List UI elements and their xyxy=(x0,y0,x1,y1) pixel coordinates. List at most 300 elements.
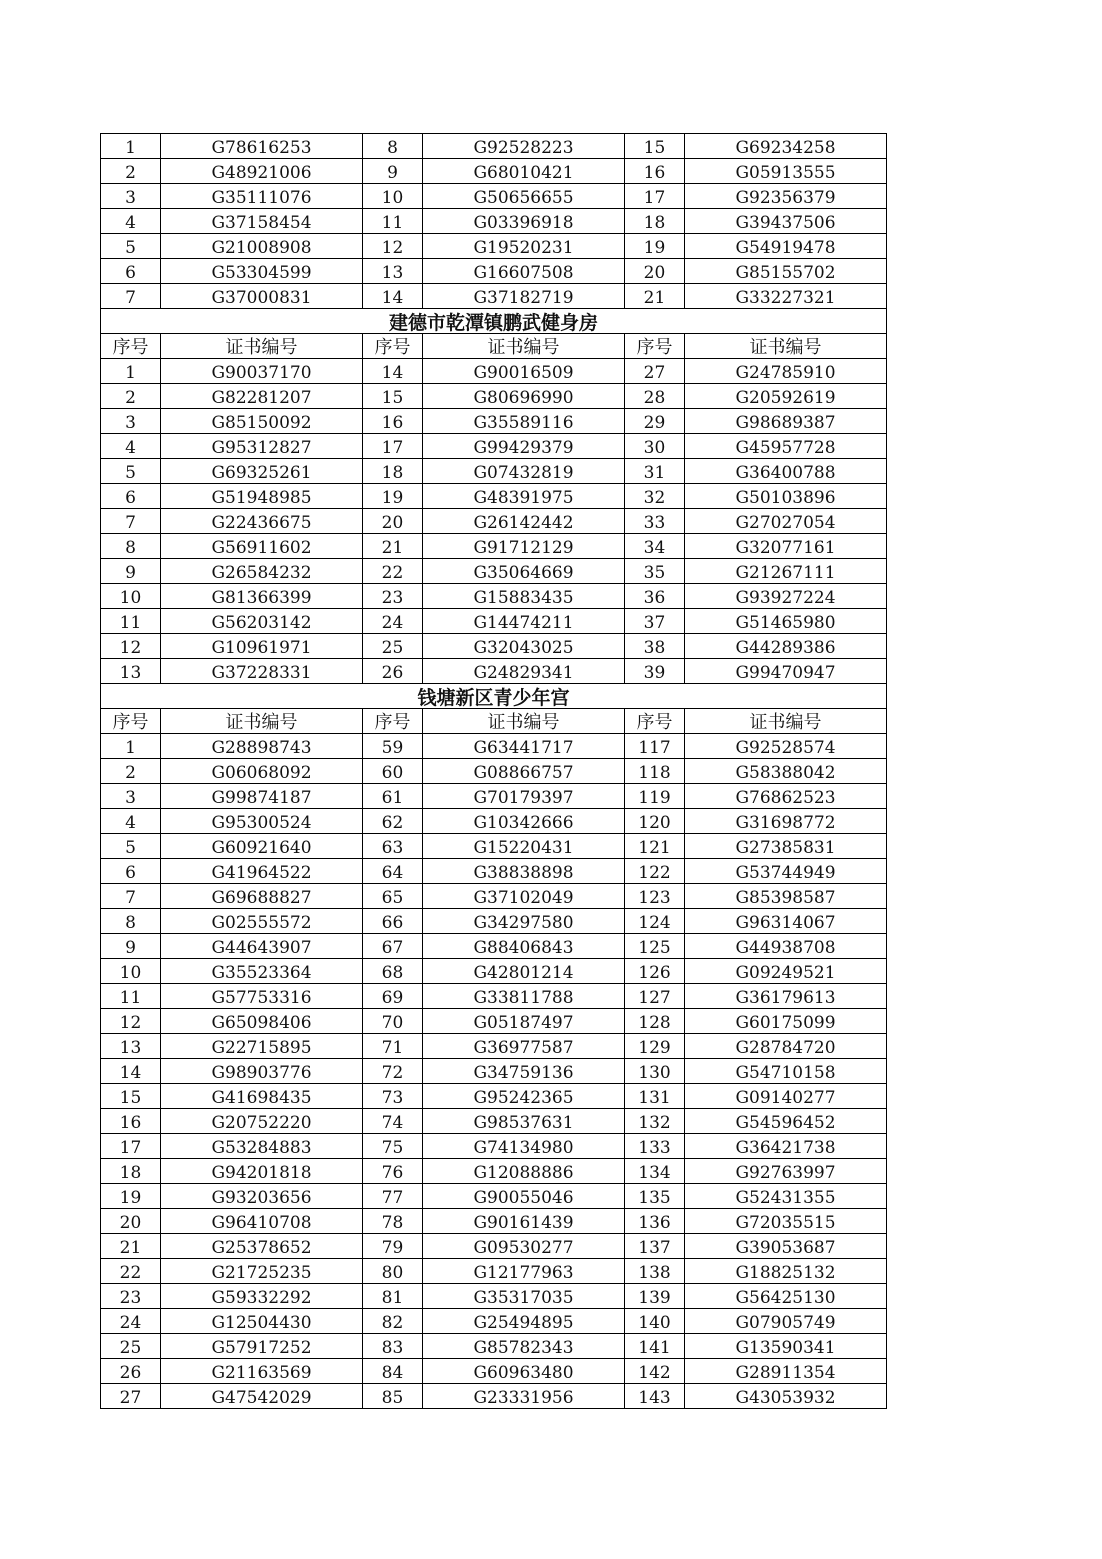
table-row xyxy=(101,584,887,609)
cert-number-cell: G41698435 xyxy=(161,1084,363,1109)
seq-cell: 59 xyxy=(363,734,423,759)
table-row xyxy=(101,1334,887,1359)
cert-number-cell: G85150092 xyxy=(161,409,363,434)
certificate-table-body xyxy=(101,134,887,1409)
table-row xyxy=(101,834,887,859)
seq-cell: 137 xyxy=(625,1234,685,1259)
seq-cell: 76 xyxy=(363,1159,423,1184)
seq-cell: 35 xyxy=(625,559,685,584)
cert-number-cell: G09140277 xyxy=(685,1084,887,1109)
table-row xyxy=(101,184,887,209)
seq-cell: 9 xyxy=(363,159,423,184)
seq-cell: 6 xyxy=(101,259,161,284)
cert-number-cell: G37182719 xyxy=(423,284,625,309)
certificate-table xyxy=(100,133,887,1409)
cert-number-cell: G88406843 xyxy=(423,934,625,959)
seq-cell: 38 xyxy=(625,634,685,659)
seq-cell: 7 xyxy=(101,509,161,534)
cert-number-cell: G38838898 xyxy=(423,859,625,884)
table-row xyxy=(101,759,887,784)
seq-cell: 14 xyxy=(363,284,423,309)
table-row xyxy=(101,784,887,809)
cert-number-cell: G14474211 xyxy=(423,609,625,634)
table-row xyxy=(101,1059,887,1084)
seq-cell: 61 xyxy=(363,784,423,809)
cert-number-header: 证书编号 xyxy=(685,709,887,734)
seq-cell: 63 xyxy=(363,834,423,859)
cert-number-cell: G33227321 xyxy=(685,284,887,309)
table-row xyxy=(101,384,887,409)
seq-header: 序号 xyxy=(625,709,685,734)
seq-cell: 74 xyxy=(363,1109,423,1134)
seq-cell: 29 xyxy=(625,409,685,434)
cert-number-header: 证书编号 xyxy=(423,334,625,359)
cert-number-cell: G80696990 xyxy=(423,384,625,409)
cert-number-cell: G18825132 xyxy=(685,1259,887,1284)
table-row xyxy=(101,934,887,959)
cert-number-cell: G45957728 xyxy=(685,434,887,459)
seq-cell: 77 xyxy=(363,1184,423,1209)
seq-cell: 78 xyxy=(363,1209,423,1234)
cert-number-cell: G42801214 xyxy=(423,959,625,984)
seq-cell: 135 xyxy=(625,1184,685,1209)
seq-cell: 83 xyxy=(363,1334,423,1359)
cert-number-cell: G23331956 xyxy=(423,1384,625,1409)
seq-cell: 117 xyxy=(625,734,685,759)
seq-cell: 32 xyxy=(625,484,685,509)
seq-cell: 5 xyxy=(101,234,161,259)
cert-number-cell: G10961971 xyxy=(161,634,363,659)
seq-cell: 21 xyxy=(363,534,423,559)
table-row xyxy=(101,159,887,184)
seq-cell: 1 xyxy=(101,359,161,384)
table-row xyxy=(101,1359,887,1384)
cert-number-cell: G39437506 xyxy=(685,209,887,234)
cert-number-cell: G35111076 xyxy=(161,184,363,209)
cert-number-cell: G90016509 xyxy=(423,359,625,384)
seq-cell: 22 xyxy=(101,1259,161,1284)
cert-number-cell: G60921640 xyxy=(161,834,363,859)
cert-number-cell: G26584232 xyxy=(161,559,363,584)
cert-number-cell: G19520231 xyxy=(423,234,625,259)
seq-header: 序号 xyxy=(625,334,685,359)
seq-cell: 21 xyxy=(625,284,685,309)
cert-number-cell: G35317035 xyxy=(423,1284,625,1309)
cert-number-cell: G92356379 xyxy=(685,184,887,209)
cert-number-cell: G57753316 xyxy=(161,984,363,1009)
seq-cell: 143 xyxy=(625,1384,685,1409)
table-row xyxy=(101,559,887,584)
table-row xyxy=(101,734,887,759)
cert-number-cell: G53304599 xyxy=(161,259,363,284)
cert-number-cell: G95300524 xyxy=(161,809,363,834)
seq-cell: 124 xyxy=(625,909,685,934)
seq-cell: 30 xyxy=(625,434,685,459)
seq-cell: 8 xyxy=(363,134,423,159)
seq-cell: 136 xyxy=(625,1209,685,1234)
table-row xyxy=(101,1134,887,1159)
seq-cell: 37 xyxy=(625,609,685,634)
cert-number-cell: G22715895 xyxy=(161,1034,363,1059)
cert-number-cell: G33811788 xyxy=(423,984,625,1009)
seq-cell: 8 xyxy=(101,909,161,934)
cert-number-cell: G90055046 xyxy=(423,1184,625,1209)
cert-number-cell: G92763997 xyxy=(685,1159,887,1184)
seq-cell: 122 xyxy=(625,859,685,884)
seq-cell: 12 xyxy=(101,1009,161,1034)
cert-number-cell: G70179397 xyxy=(423,784,625,809)
seq-cell: 17 xyxy=(363,434,423,459)
cert-number-cell: G20592619 xyxy=(685,384,887,409)
table-row xyxy=(101,1109,887,1134)
seq-cell: 34 xyxy=(625,534,685,559)
seq-cell: 131 xyxy=(625,1084,685,1109)
cert-number-cell: G85398587 xyxy=(685,884,887,909)
seq-cell: 14 xyxy=(363,359,423,384)
seq-cell: 75 xyxy=(363,1134,423,1159)
seq-cell: 16 xyxy=(101,1109,161,1134)
cert-number-cell: G65098406 xyxy=(161,1009,363,1034)
seq-cell: 71 xyxy=(363,1034,423,1059)
table-row xyxy=(101,509,887,534)
seq-cell: 8 xyxy=(101,534,161,559)
table-row xyxy=(101,209,887,234)
cert-number-cell: G27385831 xyxy=(685,834,887,859)
table-row xyxy=(101,1234,887,1259)
seq-cell: 16 xyxy=(625,159,685,184)
seq-header: 序号 xyxy=(363,334,423,359)
cert-number-cell: G54596452 xyxy=(685,1109,887,1134)
cert-number-cell: G25378652 xyxy=(161,1234,363,1259)
seq-cell: 140 xyxy=(625,1309,685,1334)
cert-number-cell: G51948985 xyxy=(161,484,363,509)
seq-cell: 33 xyxy=(625,509,685,534)
seq-cell: 81 xyxy=(363,1284,423,1309)
section-title: 建德市乾潭镇鹏武健身房 xyxy=(101,309,887,334)
seq-cell: 130 xyxy=(625,1059,685,1084)
seq-cell: 62 xyxy=(363,809,423,834)
seq-cell: 3 xyxy=(101,784,161,809)
seq-cell: 24 xyxy=(363,609,423,634)
cert-number-cell: G36400788 xyxy=(685,459,887,484)
cert-number-cell: G21163569 xyxy=(161,1359,363,1384)
seq-cell: 65 xyxy=(363,884,423,909)
seq-cell: 11 xyxy=(101,984,161,1009)
cert-number-cell: G50656655 xyxy=(423,184,625,209)
cert-number-cell: G60175099 xyxy=(685,1009,887,1034)
cert-number-cell: G32043025 xyxy=(423,634,625,659)
cert-number-cell: G96410708 xyxy=(161,1209,363,1234)
seq-cell: 23 xyxy=(363,584,423,609)
table-row xyxy=(101,1209,887,1234)
cert-number-cell: G09530277 xyxy=(423,1234,625,1259)
seq-cell: 10 xyxy=(363,184,423,209)
seq-cell: 118 xyxy=(625,759,685,784)
seq-cell: 126 xyxy=(625,959,685,984)
seq-cell: 21 xyxy=(101,1234,161,1259)
cert-number-cell: G10342666 xyxy=(423,809,625,834)
cert-number-cell: G02555572 xyxy=(161,909,363,934)
seq-cell: 84 xyxy=(363,1359,423,1384)
cert-number-cell: G56425130 xyxy=(685,1284,887,1309)
cert-number-cell: G39053687 xyxy=(685,1234,887,1259)
seq-cell: 10 xyxy=(101,959,161,984)
seq-cell: 18 xyxy=(363,459,423,484)
seq-cell: 142 xyxy=(625,1359,685,1384)
seq-cell: 16 xyxy=(363,409,423,434)
table-row xyxy=(101,959,887,984)
cert-number-cell: G94201818 xyxy=(161,1159,363,1184)
seq-cell: 12 xyxy=(363,234,423,259)
table-row xyxy=(101,984,887,1009)
seq-cell: 22 xyxy=(363,559,423,584)
table-row xyxy=(101,1284,887,1309)
table-row xyxy=(101,634,887,659)
cert-number-cell: G68010421 xyxy=(423,159,625,184)
cert-number-cell: G92528223 xyxy=(423,134,625,159)
cert-number-cell: G48921006 xyxy=(161,159,363,184)
seq-cell: 19 xyxy=(101,1184,161,1209)
cert-number-cell: G99429379 xyxy=(423,434,625,459)
table-row xyxy=(101,359,887,384)
table-row xyxy=(101,1309,887,1334)
cert-number-cell: G21267111 xyxy=(685,559,887,584)
cert-number-cell: G07905749 xyxy=(685,1309,887,1334)
table-row xyxy=(101,134,887,159)
seq-cell: 138 xyxy=(625,1259,685,1284)
cert-number-cell: G35523364 xyxy=(161,959,363,984)
seq-cell: 25 xyxy=(363,634,423,659)
seq-cell: 1 xyxy=(101,734,161,759)
seq-cell: 73 xyxy=(363,1084,423,1109)
cert-number-cell: G27027054 xyxy=(685,509,887,534)
cert-number-cell: G12504430 xyxy=(161,1309,363,1334)
table-row xyxy=(101,659,887,684)
seq-cell: 2 xyxy=(101,384,161,409)
table-row xyxy=(101,484,887,509)
cert-number-cell: G08866757 xyxy=(423,759,625,784)
seq-cell: 6 xyxy=(101,484,161,509)
table-row xyxy=(101,884,887,909)
seq-cell: 4 xyxy=(101,209,161,234)
seq-header: 序号 xyxy=(101,334,161,359)
cert-number-cell: G36179613 xyxy=(685,984,887,1009)
cert-number-cell: G63441717 xyxy=(423,734,625,759)
cert-number-header: 证书编号 xyxy=(685,334,887,359)
seq-cell: 19 xyxy=(363,484,423,509)
seq-cell: 9 xyxy=(101,934,161,959)
cert-number-cell: G78616253 xyxy=(161,134,363,159)
cert-number-cell: G44938708 xyxy=(685,934,887,959)
cert-number-cell: G24785910 xyxy=(685,359,887,384)
cert-number-cell: G90161439 xyxy=(423,1209,625,1234)
cert-number-cell: G32077161 xyxy=(685,534,887,559)
seq-cell: 15 xyxy=(101,1084,161,1109)
cert-number-cell: G37000831 xyxy=(161,284,363,309)
cert-number-cell: G09249521 xyxy=(685,959,887,984)
cert-number-cell: G81366399 xyxy=(161,584,363,609)
section-title-row xyxy=(101,309,887,334)
cert-number-cell: G35064669 xyxy=(423,559,625,584)
seq-cell: 119 xyxy=(625,784,685,809)
cert-number-cell: G95242365 xyxy=(423,1084,625,1109)
seq-cell: 10 xyxy=(101,584,161,609)
seq-cell: 125 xyxy=(625,934,685,959)
cert-number-cell: G16607508 xyxy=(423,259,625,284)
cert-number-cell: G25494895 xyxy=(423,1309,625,1334)
seq-cell: 13 xyxy=(101,659,161,684)
table-row xyxy=(101,1384,887,1409)
seq-cell: 82 xyxy=(363,1309,423,1334)
cert-number-cell: G95312827 xyxy=(161,434,363,459)
seq-cell: 11 xyxy=(101,609,161,634)
seq-cell: 19 xyxy=(625,234,685,259)
seq-cell: 68 xyxy=(363,959,423,984)
cert-number-cell: G13590341 xyxy=(685,1334,887,1359)
cert-number-cell: G31698772 xyxy=(685,809,887,834)
cert-number-cell: G06068092 xyxy=(161,759,363,784)
seq-cell: 85 xyxy=(363,1384,423,1409)
cert-number-cell: G50103896 xyxy=(685,484,887,509)
cert-number-cell: G53284883 xyxy=(161,1134,363,1159)
cert-number-cell: G37158454 xyxy=(161,209,363,234)
cert-number-cell: G98903776 xyxy=(161,1059,363,1084)
seq-cell: 69 xyxy=(363,984,423,1009)
seq-cell: 121 xyxy=(625,834,685,859)
seq-cell: 79 xyxy=(363,1234,423,1259)
cert-number-cell: G98689387 xyxy=(685,409,887,434)
cert-number-cell: G24829341 xyxy=(423,659,625,684)
seq-cell: 129 xyxy=(625,1034,685,1059)
seq-cell: 26 xyxy=(101,1359,161,1384)
seq-cell: 128 xyxy=(625,1009,685,1034)
seq-cell: 18 xyxy=(101,1159,161,1184)
cert-number-cell: G37102049 xyxy=(423,884,625,909)
cert-number-cell: G44289386 xyxy=(685,634,887,659)
seq-cell: 5 xyxy=(101,459,161,484)
cert-number-cell: G20752220 xyxy=(161,1109,363,1134)
cert-number-cell: G12088886 xyxy=(423,1159,625,1184)
seq-cell: 60 xyxy=(363,759,423,784)
cert-number-cell: G85155702 xyxy=(685,259,887,284)
seq-cell: 4 xyxy=(101,809,161,834)
cert-number-cell: G21008908 xyxy=(161,234,363,259)
table-row xyxy=(101,809,887,834)
cert-number-cell: G05187497 xyxy=(423,1009,625,1034)
seq-cell: 2 xyxy=(101,159,161,184)
seq-cell: 20 xyxy=(363,509,423,534)
seq-cell: 20 xyxy=(625,259,685,284)
table-row xyxy=(101,909,887,934)
seq-cell: 13 xyxy=(363,259,423,284)
seq-header: 序号 xyxy=(101,709,161,734)
seq-cell: 18 xyxy=(625,209,685,234)
seq-cell: 23 xyxy=(101,1284,161,1309)
table-row xyxy=(101,1084,887,1109)
seq-cell: 127 xyxy=(625,984,685,1009)
seq-cell: 2 xyxy=(101,759,161,784)
cert-number-header: 证书编号 xyxy=(161,334,363,359)
section-title: 钱塘新区青少年宫 xyxy=(101,684,887,709)
seq-cell: 1 xyxy=(101,134,161,159)
seq-cell: 133 xyxy=(625,1134,685,1159)
cert-number-cell: G05913555 xyxy=(685,159,887,184)
table-row xyxy=(101,1034,887,1059)
seq-cell: 28 xyxy=(625,384,685,409)
seq-header: 序号 xyxy=(363,709,423,734)
table-row xyxy=(101,459,887,484)
seq-cell: 3 xyxy=(101,184,161,209)
cert-number-cell: G91712129 xyxy=(423,534,625,559)
seq-cell: 70 xyxy=(363,1009,423,1034)
table-row xyxy=(101,259,887,284)
cert-number-cell: G48391975 xyxy=(423,484,625,509)
cert-number-cell: G53744949 xyxy=(685,859,887,884)
table-row xyxy=(101,1159,887,1184)
cert-number-cell: G93203656 xyxy=(161,1184,363,1209)
table-row xyxy=(101,1009,887,1034)
seq-cell: 67 xyxy=(363,934,423,959)
cert-number-cell: G59332292 xyxy=(161,1284,363,1309)
table-row xyxy=(101,234,887,259)
seq-cell: 12 xyxy=(101,634,161,659)
seq-cell: 31 xyxy=(625,459,685,484)
cert-number-cell: G82281207 xyxy=(161,384,363,409)
cert-number-cell: G60963480 xyxy=(423,1359,625,1384)
cert-number-cell: G56203142 xyxy=(161,609,363,634)
seq-cell: 20 xyxy=(101,1209,161,1234)
seq-cell: 3 xyxy=(101,409,161,434)
seq-cell: 120 xyxy=(625,809,685,834)
table-row xyxy=(101,859,887,884)
table-row xyxy=(101,409,887,434)
cert-number-cell: G07432819 xyxy=(423,459,625,484)
seq-cell: 15 xyxy=(363,384,423,409)
seq-cell: 134 xyxy=(625,1159,685,1184)
cert-number-cell: G69325261 xyxy=(161,459,363,484)
seq-cell: 17 xyxy=(101,1134,161,1159)
table-row xyxy=(101,1184,887,1209)
cert-number-cell: G74134980 xyxy=(423,1134,625,1159)
cert-number-cell: G41964522 xyxy=(161,859,363,884)
cert-number-cell: G12177963 xyxy=(423,1259,625,1284)
seq-cell: 9 xyxy=(101,559,161,584)
cert-number-cell: G36421738 xyxy=(685,1134,887,1159)
seq-cell: 17 xyxy=(625,184,685,209)
seq-cell: 26 xyxy=(363,659,423,684)
seq-cell: 13 xyxy=(101,1034,161,1059)
seq-cell: 39 xyxy=(625,659,685,684)
cert-number-header: 证书编号 xyxy=(161,709,363,734)
seq-cell: 4 xyxy=(101,434,161,459)
cert-number-cell: G52431355 xyxy=(685,1184,887,1209)
header-row xyxy=(101,334,887,359)
table-row xyxy=(101,1259,887,1284)
seq-cell: 27 xyxy=(625,359,685,384)
cert-number-cell: G90037170 xyxy=(161,359,363,384)
cert-number-cell: G85782343 xyxy=(423,1334,625,1359)
cert-number-cell: G36977587 xyxy=(423,1034,625,1059)
cert-number-cell: G92528574 xyxy=(685,734,887,759)
seq-cell: 36 xyxy=(625,584,685,609)
seq-cell: 132 xyxy=(625,1109,685,1134)
cert-number-cell: G15883435 xyxy=(423,584,625,609)
cert-number-cell: G43053932 xyxy=(685,1384,887,1409)
seq-cell: 11 xyxy=(363,209,423,234)
cert-number-cell: G99470947 xyxy=(685,659,887,684)
seq-cell: 14 xyxy=(101,1059,161,1084)
cert-number-cell: G26142442 xyxy=(423,509,625,534)
